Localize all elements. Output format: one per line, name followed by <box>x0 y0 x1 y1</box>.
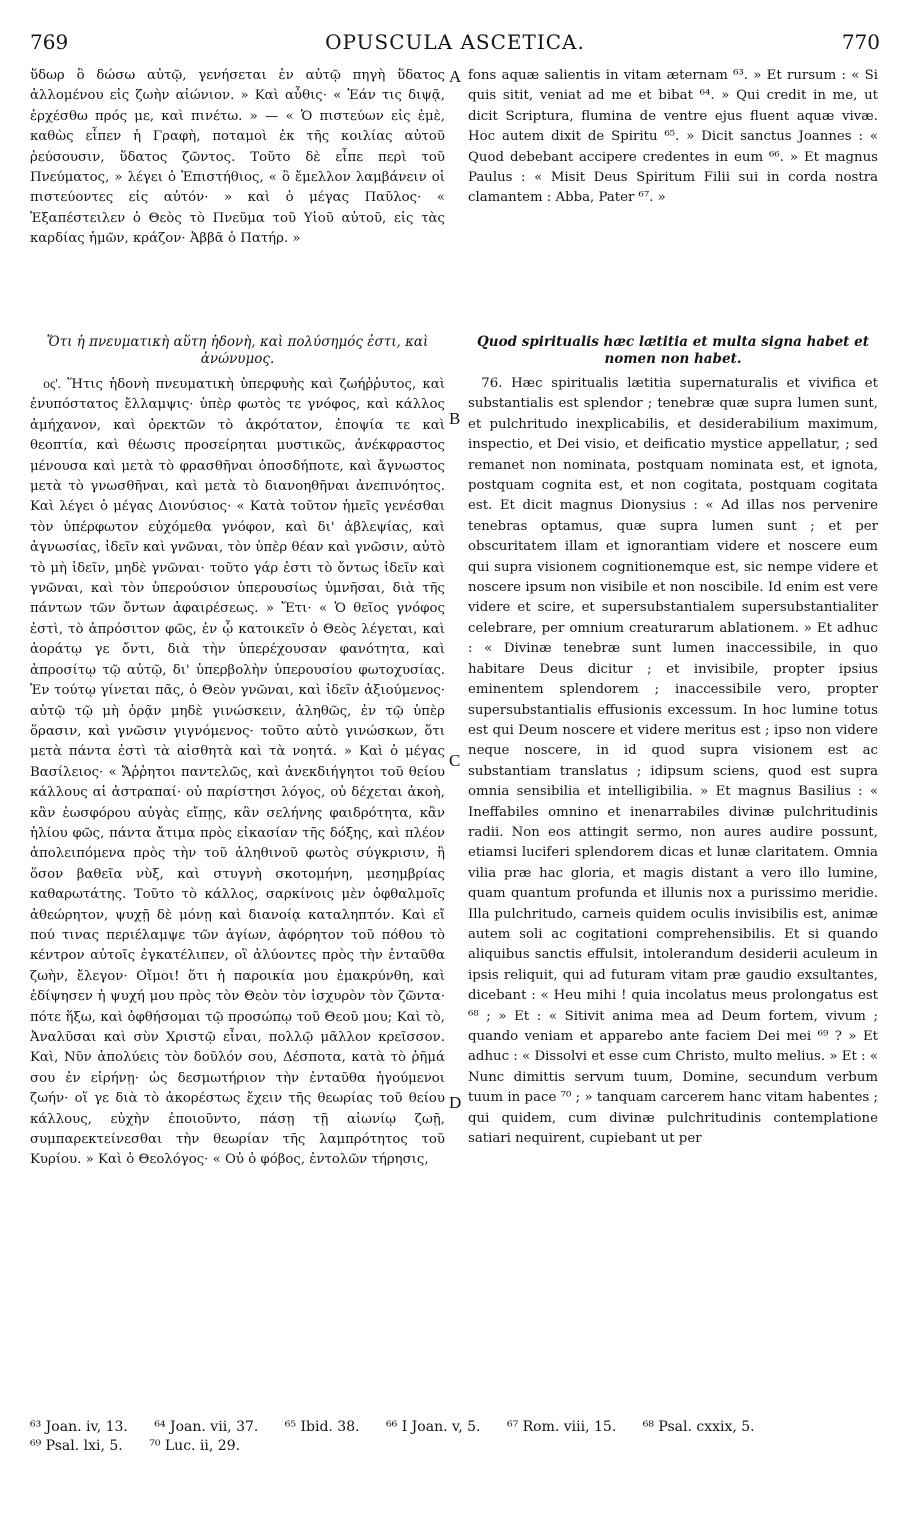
footnotes <box>30 1418 880 1456</box>
margin-mark-a: A <box>449 67 462 86</box>
greek-column-top <box>30 66 445 292</box>
greek-column-main <box>30 374 445 1408</box>
latin-top-text: fons aquæ salientis in vitam æternam ⁶³. » Et rursum : « Si quis sitit, veniat ad me et bibat ⁶⁴. » Qui credit in me, ut dicit Scriptura, flumina de ventre ejus fluent aquæ vivæ. Hoc autem dixit de Spiritu ⁶⁵. » Dicit sanctus Joannes : « Quod debebant accipere credentes in eum ⁶⁶. » Et magnus Paulus : « Misit Deus Spiritum Filii sui in corda nostra clamantem : Abba, Pater ⁶⁷. » <box>468 68 878 206</box>
greek-top-text: ὕδωρ ὃ δώσω αὐτῷ, γενήσεται ἐν αὐτῷ πηγὴ ὕδατος ἁλλομένου εἰς ζωὴν αἰώνιον. » Καὶ αὖθις· « Ἐάν τις διψᾷ, ἐρχέσθω πρός με, καὶ πινέτω. » — « Ὁ πιστεύων εἰς ἐμὲ, καθὼς εἶπεν ἡ Γραφὴ, ποταμοὶ ἐκ τῆς κοιλίας αὐτοῦ ῥεύσουσιν, ὕδατος ζῶντος. Τοῦτο δὲ εἶπε περὶ τοῦ Πνεύματος, » λέγει ὁ Ἐπιστήθιος, « ὃ ἔμελλον λαμβάνειν οἱ πιστεύοντες εἰς αὐτόν· » καὶ ὁ μέγας Παῦλος· « Ἐξαπέστειλεν ὁ Θεὸς τὸ Πνεῦμα τοῦ Υἱοῦ αὐτοῦ, εἰς τὰς καρδίας ἡμῶν, κράζον· Ἀββᾶ ὁ Πατήρ. » <box>30 68 445 247</box>
footnote-line-2 <box>30 1437 880 1456</box>
footnote-66: ⁶⁶ I Joan. v, 5. <box>386 1419 481 1435</box>
margin-mark-c: C <box>449 751 461 770</box>
footnote-65: ⁶⁵ Ibid. 38. <box>284 1419 360 1435</box>
greek-section-number: ος'. <box>43 376 61 391</box>
footnote-69: ⁶⁹ Psal. lxi, 5. <box>30 1438 123 1454</box>
page-number-left: 769 <box>30 30 69 54</box>
footnote-63: ⁶³ Joan. iv, 13. <box>30 1419 128 1435</box>
greek-main-paragraph <box>30 374 445 1171</box>
latin-column-top <box>468 66 878 292</box>
footnote-64: ⁶⁴ Joan. vii, 37. <box>154 1419 259 1435</box>
footnote-70: ⁷⁰ Luc. ii, 29. <box>149 1438 241 1454</box>
footnote-line-1 <box>30 1418 880 1437</box>
latin-section-heading: Quod spiritualis hæc lætitia et multa signa habet et nomen non habet. <box>477 334 869 367</box>
footnote-67: ⁶⁷ Rom. viii, 15. <box>506 1419 617 1435</box>
page-number-right: 770 <box>841 30 880 54</box>
footnote-68: ⁶⁸ Psal. cxxix, 5. <box>642 1419 755 1435</box>
greek-section-heading: Ὅτι ἡ πνευματικὴ αὕτη ἡδονὴ, καὶ πολύσημός ἐστι, καὶ ἀνώνυμος. <box>46 334 429 367</box>
running-title: OPUSCULA ASCETICA. <box>325 30 585 54</box>
page-header <box>30 30 880 60</box>
margin-mark-d: D <box>449 1093 462 1112</box>
margin-mark-b: B <box>449 409 461 428</box>
latin-main-text: 76. Hæc spiritualis lætitia supernaturalis et vivifica et substantialis est splendor ; tenebræ quæ supra lumen sunt, et pulchritudo inexplicabilis, et desiderabilium maximum, inspectio, et Dei visio, et deificatio mystice appellatur, ; sed remanet non nominata, postquam nominata est, et ignota, postquam cognita est, et non cogitata, postquam cogitata est. Et dicit magnus Dionysius : « Ad illas nos pervenire tenebras optamus, quæ supra lumen sunt ; et per obscuritatem illam et ignorantiam videre et noscere eum qui supra visionem cognitionemque est, sic nempe videre et noscere ipsum non visibile et non noscibile. Id enim est vere videre et scire, et supersubstantialem supersubstantialiter celebrare, per omnium creaturarum ablationem. » Et adhuc : « Divinæ tenebræ sunt lumen inaccessibile, in quo habitare Deus dicitur ; et invisibile, propter ipsius eminentem splendorem ; inaccessibile vero, propter supersubstantialis effusionis excessum. In hoc lumine totus est qui Deum noscere et videre meritus est ; ipso non videre neque noscere, in id quod supra visionem est ac substantiam translatus ; idipsum sciens, quod est supra omnia sensibilia et intelligibilia. » Et magnus Basilius : « Ineffabiles omnino et inenarrabiles divinæ pulchritudinis radii. Non eos attingit sermo, non aures audire possunt, etiamsi luciferi splendorem dicas et lunæ claritatem. Omnia vilia præ hac gloria, et magis distant a vero illo lumine, quam quantum profunda et illunis nox a purissimo meridie. Illa pulchritudo, carneis quidem oculis invisibilis est, animæ autem soli ac cogitationi comprehensibilis. Et si quando aliquibus sanctis effulsit, intolerandum desiderii aculeum in ipsis reliquit, qui ad futuram vitam præ gaudio exsultantes, dicebant : « Heu mihi ! quia incolatus meus prolongatus est ⁶⁸ ; » Et : « Sitivit anima mea ad Deum fortem, vivum ; quando veniam et apparebo ante faciem Dei mei ⁶⁹ ? » Et adhuc : « Dissolvi et esse cum Christo, multo melius. » Et : « Nunc dimittis servum tuum, Domine, secundum verbum tuum in pace ⁷⁰ ; » tanquam carcerem hanc vitam habentes ; qui quidem, cum divinæ pulchritudinis contemplatione satiari nequirent, cupiebant ut per <box>468 376 878 1147</box>
latin-main-paragraph <box>468 374 878 1149</box>
greek-main-text: Ἥτις ἡδονὴ πνευματικὴ ὑπερφυὴς καὶ ζωήῤῥυτος, καὶ ἐνυπόστατος ἔλλαμψις· ὑπὲρ φωτὸς τε γνόφος, καὶ κάλλος ἀμήχανον, καὶ ὀρεκτῶν τὸ ἀκρότατον, ἐποψία τε καὶ θεοπτία, καὶ θέωσις προσείρηται μυστικῶς, ἀνέκφραστος μένουσα καὶ μετὰ τὸ φρασθῆναι ὁποσδήποτε, καὶ ἄγνωστος μετὰ τὸ γνωσθῆναι, καὶ μετὰ τὸ διανοηθῆναι ἀνεπινόητος. Καὶ λέγει ὁ μέγας Διονύσιος· « Κατὰ τοῦτον ἡμεῖς γενέσθαι τὸν ὑπέρφωτον εὐχόμεθα γνόφον, καὶ δι' ἀβλεψίας, καὶ ἀγνωσίας, ἰδεῖν καὶ γνῶναι, τὸν ὑπὲρ θέαν καὶ γνῶσιν, αὐτὸ τὸ μὴ ἰδεῖν, μηδὲ γνῶναι· τοῦτο γάρ ἐστι τὸ ὄντως ἰδεῖν καὶ γνῶναι, καὶ τὸν ὑπερούσιον ὑπερουσίως ὑμνῆσαι, διὰ τῆς πάντων τῶν ὄντων ἀφαιρέσεως. » Ἔτι· « Ὁ θεῖος γνόφος ἐστὶ, τὸ ἀπρόσιτον φῶς, ἐν ᾧ κατοικεῖν ὁ Θεὸς λέγεται, καὶ ἀοράτῳ γε ὄντι, διὰ τὴν ὑπερέχουσαν φανότητα, καὶ ἀπροσίτῳ τῷ αὐτῷ, δι' ὑπερβολὴν ὑπερουσίου φωτοχυσίας. Ἐν τούτῳ γίνεται πᾶς, ὁ Θεὸν γνῶναι, καὶ ἰδεῖν ἀξιούμενος· αὐτῷ τῷ μὴ ὁρᾷν μηδὲ γινώσκειν, ἀληθῶς, ἐν τῷ ὑπὲρ ὅρασιν, καὶ γνῶσιν γιγνόμενος· τοῦτο αὐτὸ γινώσκων, ὅτι μετὰ πάντα ἐστὶ τὰ αἰσθητὰ καὶ τὰ νοητά. » Καὶ ὁ μέγας Βασίλειος· « Ἄῤῥητοι παντελῶς, καὶ ἀνεκδιήγητοι τοῦ θείου κάλλους αἱ ἀστραπαί· οὐ παρίστησι λόγος, οὐ δέχεται ἀκοὴ, κἂν ἑωσφόρου αὐγὰς εἴπῃς, κἂν σελήνης φαιδρότητα, κἂν ἡλίου φῶς, πάντα ἄτιμα πρὸς εἰκασίαν τῆς δόξης, καὶ πλέον ἀπολειπόμενα πρὸς τὴν τοῦ ἀληθινοῦ φωτὸς σύγκρισιν, ἢ ὅσον βαθεῖα νὺξ, καὶ στυγνὴ σκοτομήνη, μεσημβρίας καθαρωτάτης. Τοῦτο τὸ κάλλος, σαρκίνοις μὲν ὀφθαλμοῖς ἀθεώρητον, ψυχῇ δὲ μόνῃ καὶ διανοίᾳ καταληπτόν. Καὶ εἴ πού τινας περιέλαμψε τῶν ἁγίων, ἀφόρητον τοῦ πόθου τὸ κέντρον αὐτοῖς ἐγκατέλιπεν, οἳ ἀλύοντες πρὸς τὴν ἐνταῦθα ζωὴν, ἔλεγον· Οἴμοι! ὅτι ἡ παροικία μου ἐμακρύνθη, καὶ ἐδίψησεν ἡ ψυχή μου πρὸς τὸν Θεὸν τὸν ἰσχυρὸν τὸν ζῶντα· πότε ἥξω, καὶ ὀφθήσομαι τῷ προσώπῳ τοῦ Θεοῦ μου; Καὶ τὸ, Ἀναλῦσαι καὶ σὺν Χριστῷ εἶναι, πολλῷ μᾶλλον κρεῖσσον. Καὶ, Νῦν ἀπολύεις τὸν δοῦλόν σου, Δέσποτα, κατὰ τὸ ῥῆμά σου ἐν εἰρήνῃ· ὡς δεσμωτήριον τὴν ἐνταῦθα ἡγούμενοι ζωήν· οἵ γε διὰ τὸ ἀκορέστως ἔχειν τῆς θεωρίας τοῦ θείου κάλλους, εὐχὴν ἐποιοῦντο, πάσῃ τῇ αἰωνίῳ ζωῇ, συμπαρεκτείνεσθαι τὴν θεωρίαν τῆς λαμπρότητος τοῦ Κυρίου. » Καὶ ὁ Θεολόγος· « Οὐ ὁ φόβος, ἐντολῶν τήρησις, <box>30 377 445 1168</box>
latin-column-main <box>468 374 878 1408</box>
